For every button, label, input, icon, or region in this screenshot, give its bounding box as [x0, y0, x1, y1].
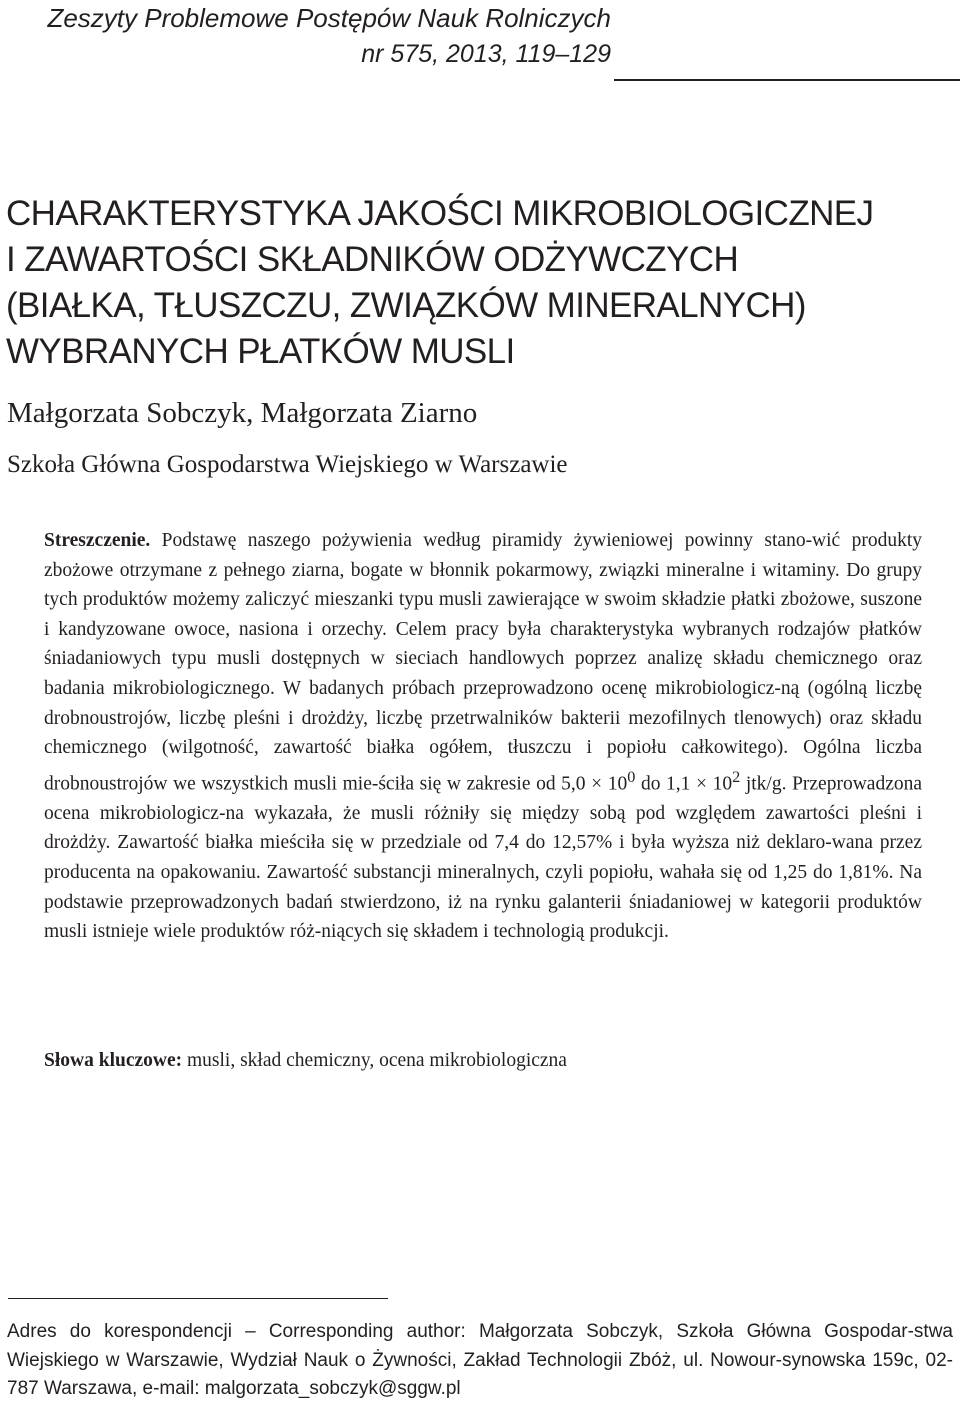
keywords: [44, 1046, 924, 1076]
abstract-text: do 1,1 × 10: [635, 773, 733, 795]
keywords-text: musli, skład chemiczny, ocena mikrobiologiczna: [182, 1050, 567, 1071]
header-rule: [614, 79, 960, 81]
title-line: I ZAWARTOŚCI SKŁADNIKÓW ODŻYWCZYCH: [6, 240, 739, 279]
article-title: [6, 191, 956, 375]
journal-header: [47, 0, 611, 72]
journal-name: Zeszyty Problemowe Postępów Nauk Rolniczych: [47, 3, 611, 33]
authors: Małgorzata Sobczyk, Małgorzata Ziarno: [7, 397, 478, 429]
abstract: [44, 526, 922, 947]
abstract-text: Podstawę naszego pożywienia według piramidy żywieniowej powinny stano-wić produkty zbożowe otrzymane z pełnego ziarna, bogate w błonnik pokarmowy, związki mineralne i witaminy. Do grupy tych produktów możemy zaliczyć mieszanki typu musli zawierające w swoim składzie płatki zbożowe, suszone i kandyzowane owoce, nasiona i orzechy. Celem pracy była charakterystyka wybranych rodzajów płatków śniadaniowych typu musli dostępnych w sieciach handlowych poprzez analizę składu chemicznego oraz badania mikrobiologicznego. W badanych próbach przeprowadzono ocenę mikrobiologicz-ną (ogólną liczbę drobnoustrojów, liczbę pleśni i drożdży, liczbę przetrwalników bakterii mezofilnych tlenowych) oraz składu chemicznego (wilgotność, zawartość białka ogółem, tłuszczu i popiołu całkowitego). Ogólna liczba drobnoustrojów we wszystkich musli mie-ściła się w zakresie od 5,0 × 10: [44, 530, 922, 795]
correspondence-note: Adres do korespondencji – Corresponding author: Małgorzata Sobczyk, Szkoła Główna Gospodar-stwa Wiejskiego w Warszawie, Wydział Nauk o Żywności, Zakład Technologii Zbóż, ul. Nowour-synowska 159c, 02-787 Warszawa, e-mail: malgorzata_sobczyk@sggw.pl: [7, 1321, 953, 1399]
abstract-exponent: 0: [627, 767, 636, 786]
keywords-label: Słowa kluczowe:: [44, 1050, 183, 1071]
abstract-label: Streszczenie.: [44, 530, 151, 551]
footnote-rule: [8, 1298, 388, 1299]
title-line: CHARAKTERYSTYKA JAKOŚCI MIKROBIOLOGICZNEJ: [6, 194, 874, 233]
abstract-exponent: 2: [732, 767, 741, 786]
title-line: (BIAŁKA, TŁUSZCZU, ZWIĄZKÓW MINERALNYCH): [6, 286, 806, 325]
abstract-text: jtk/g. Przeprowadzona ocena mikrobiologicz-na wykazała, że musli różniły się między sobą pod względem zawartości pleśni i drożdży. Zawartość białka mieściła się w przedziale od 7,4 do 12,57% i była wyższa niż deklaro-wana przez producenta na opakowaniu. Zawartość substancji mineralnych, czyli popiołu, wahała się od 1,25 do 1,81%. Na podstawie przeprowadzonych badań stwierdzono, iż na rynku galanterii śniadaniowej w kategorii produktów musli istnieje wiele produktów róż-niących się składem i technologią produkcji.: [44, 773, 923, 943]
title-line: WYBRANYCH PŁATKÓW MUSLI: [6, 332, 515, 371]
journal-issue: nr 575, 2013, 119–129: [361, 40, 611, 68]
affiliation: Szkoła Główna Gospodarstwa Wiejskiego w Warszawie: [7, 451, 568, 478]
